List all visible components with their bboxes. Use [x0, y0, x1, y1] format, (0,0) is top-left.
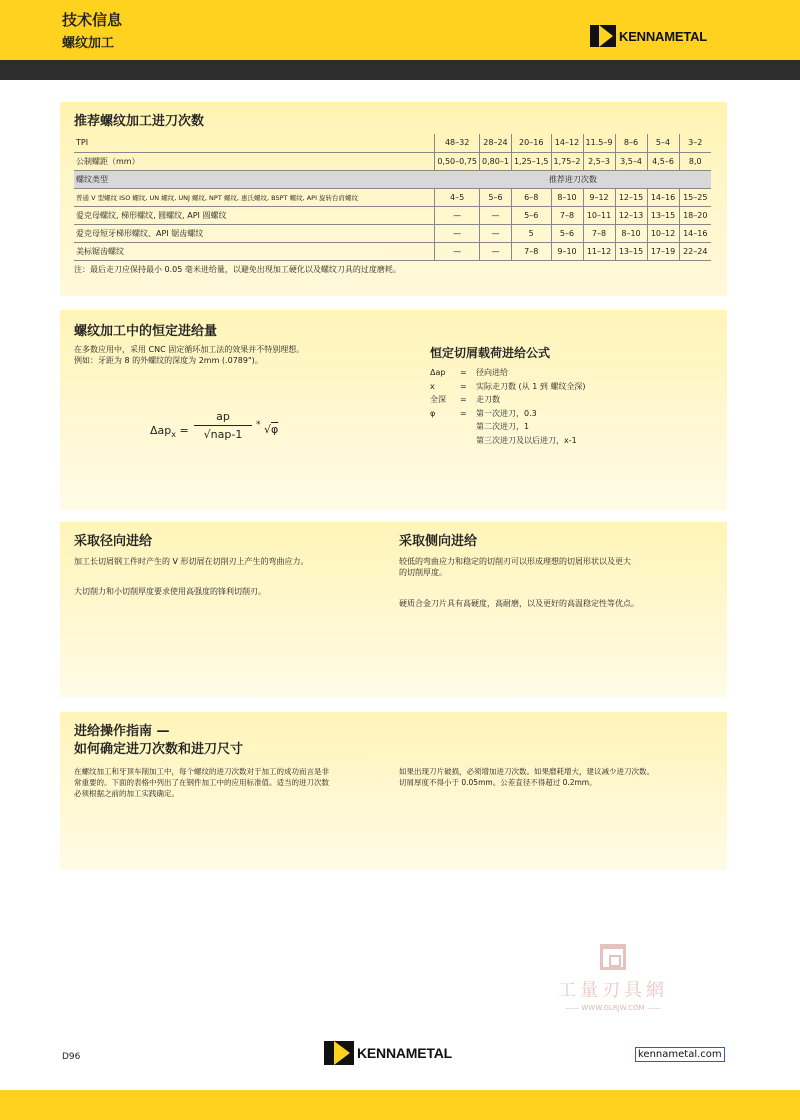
- header-subtitle: 螺纹加工: [62, 36, 115, 51]
- table-cell: 爱克母螺纹, 梯形螺纹, 圆螺纹, API 圆螺纹: [74, 206, 435, 224]
- table-cell: 10–11: [583, 206, 615, 224]
- radial-para2: 大切削力和小切削厚度要求使用高强度的锋利切削刃。: [74, 587, 266, 596]
- table-cell: 4,5–6: [647, 152, 679, 170]
- flank-para1a: 较低的弯曲应力和稳定的切削刃可以形成理想的切屑形状以及更大: [399, 557, 631, 566]
- table-cell: 18–20: [679, 206, 711, 224]
- legend-row: 全深 = 走刀数: [430, 395, 500, 405]
- guide-left-line3: 必须根据之前的加工实践确定。: [74, 789, 179, 798]
- formula-numerator: ap: [194, 410, 252, 426]
- guide-title-line2: 如何确定进刀次数和进刀尺寸: [74, 742, 244, 757]
- feed-formula: [150, 410, 350, 460]
- guide-title-line1: 进给操作指南 —: [74, 724, 170, 739]
- table-cell: 7–8: [583, 224, 615, 242]
- guide-panel: [60, 712, 727, 870]
- table-cell: 8–6: [615, 134, 647, 152]
- header-title: 技术信息: [62, 11, 123, 29]
- formula-fraction: [194, 410, 252, 441]
- constant-feed-para2: 例如：牙距为 8 的外螺纹的深度为 2mm (.0789")。: [74, 356, 263, 365]
- radial-title: 采取径向进给: [74, 534, 153, 549]
- table-cell: 28–24: [479, 134, 511, 152]
- table-cell: 8–10: [615, 224, 647, 242]
- table-cell: 13–15: [647, 206, 679, 224]
- footer-logo: [324, 1041, 452, 1065]
- formula-title: 恒定切屑载荷进给公式: [430, 346, 551, 360]
- legend-row: 第二次进刀，1: [476, 422, 530, 432]
- formula-denominator: √nap-1: [203, 428, 243, 441]
- brand-name: KENNAMETAL: [619, 28, 708, 44]
- website-link[interactable]: kennametal.com: [635, 1047, 725, 1062]
- table-cell: 8–10: [551, 188, 583, 206]
- table-row: [74, 224, 711, 242]
- legend-row: Δap = 径向进给: [430, 368, 508, 378]
- table-cell: 9–10: [551, 242, 583, 260]
- footer-brand-name: KENNAMETAL: [357, 1045, 452, 1061]
- table-cell: 5–6: [479, 188, 511, 206]
- page-number: D96: [62, 1052, 81, 1062]
- table-cell: 1,25–1,5: [511, 152, 551, 170]
- legend-row: x = 实际走刀数 (从 1 到 螺纹全深): [430, 381, 586, 391]
- table-cell: 4–5: [435, 188, 480, 206]
- table-cell: 10–12: [647, 224, 679, 242]
- table-row-tpi: [74, 134, 711, 152]
- table-cell: 7–8: [511, 242, 551, 260]
- table-cell: 推荐进刀次数: [435, 170, 711, 188]
- table-cell: 0,80–1: [479, 152, 511, 170]
- table-cell: 20–16: [511, 134, 551, 152]
- watermark: [538, 944, 688, 1012]
- table-cell: 5: [511, 224, 551, 242]
- constant-feed-para1: 在多数应用中，采用 CNC 固定循环加工法的效果并不特别理想。: [74, 345, 305, 354]
- table-note: 注：最后走刀应保持最小 0.05 毫米进给量，以避免出现加工硬化以及螺纹刀具的过度磨耗。: [74, 265, 401, 274]
- formula-multiply: *: [256, 420, 261, 430]
- infeed-panel: [60, 522, 727, 697]
- table-cell: 5–4: [647, 134, 679, 152]
- watermark-text: 工量刃具網: [558, 980, 668, 1001]
- header-divider: [0, 60, 800, 80]
- flank-para1b: 的切削厚度。: [399, 568, 447, 577]
- constant-feed-panel: [60, 310, 727, 510]
- table-cell: 48–32: [435, 134, 480, 152]
- table-cell: —: [479, 224, 511, 242]
- table-cell: 5–6: [511, 206, 551, 224]
- table-cell: 普通 V 型螺纹 ISO 螺纹, UN 螺纹, UNJ 螺纹, NPT 螺纹, 惠氏螺纹, BSPT 螺纹, API 旋转台肩螺纹: [74, 188, 435, 206]
- guide-right-line2: 切屑厚度不得小于 0.05mm。公差直径不得超过 0.2mm。: [399, 778, 597, 787]
- legend-row: φ = 第一次进刀，0.3: [430, 408, 537, 418]
- table-cell: 14–16: [679, 224, 711, 242]
- table-cell: 11.5–9: [583, 134, 615, 152]
- constant-feed-title: 螺纹加工中的恒定进给量: [74, 324, 218, 339]
- table-cell: 11–12: [583, 242, 615, 260]
- table-cell: 12–15: [615, 188, 647, 206]
- table-cell: —: [435, 242, 480, 260]
- guide-right-line1: 如果出现刀片破损，必须增加进刀次数。如果磨耗增大，建议减少进刀次数。: [399, 767, 654, 776]
- formula-sqrt-phi: √φ: [264, 423, 279, 436]
- table-cell: TPI: [74, 134, 435, 152]
- table-cell: 7–8: [551, 206, 583, 224]
- passes-table-title: 推荐螺纹加工进刀次数: [74, 114, 205, 129]
- table-cell: —: [479, 242, 511, 260]
- guide-left-line1: 在螺纹加工和牙顶车削加工中，每个螺纹的进刀次数对于加工的成功而言是非: [74, 767, 329, 776]
- table-cell: 13–15: [615, 242, 647, 260]
- table-cell: 14–16: [647, 188, 679, 206]
- table-row: [74, 206, 711, 224]
- radial-para1: 加工长切屑钢工件时产生的 V 形切屑在切削刃上产生的弯曲应力。: [74, 557, 309, 566]
- flank-title: 采取侧向进给: [399, 534, 478, 549]
- table-cell: 爱克母短牙梯形螺纹、API 锯齿螺纹: [74, 224, 435, 242]
- table-row: [74, 188, 711, 206]
- k-logo-icon: [590, 25, 616, 47]
- table-cell: 5–6: [551, 224, 583, 242]
- table-cell: 2,5–3: [583, 152, 615, 170]
- table-cell: 8,0: [679, 152, 711, 170]
- table-cell: —: [435, 206, 480, 224]
- table-cell: —: [479, 206, 511, 224]
- table-cell: 0,50–0,75: [435, 152, 480, 170]
- table-cell: —: [435, 224, 480, 242]
- table-cell: 公制螺距（mm）: [74, 152, 435, 170]
- table-cell: 22–24: [679, 242, 711, 260]
- watermark-url: —— WWW.GLRJW.COM ——: [565, 1004, 661, 1012]
- table-cell: 14–12: [551, 134, 583, 152]
- table-cell: 3,5–4: [615, 152, 647, 170]
- formula-lhs: Δap$_x$ =: [150, 424, 189, 440]
- table-cell: 17–19: [647, 242, 679, 260]
- footer-band: [0, 1090, 800, 1120]
- header-band: [0, 0, 800, 60]
- passes-table-panel: [60, 102, 727, 296]
- brand-logo: [590, 25, 707, 47]
- table-cell: 15–25: [679, 188, 711, 206]
- table-cell: 3–2: [679, 134, 711, 152]
- formula-legend: [430, 366, 586, 447]
- table-row-pitch: [74, 152, 711, 170]
- k-logo-icon: [324, 1041, 354, 1065]
- table-cell: 1,75–2: [551, 152, 583, 170]
- table-cell: 6–8: [511, 188, 551, 206]
- legend-row: 第三次进刀及以后进刀，x-1: [476, 435, 577, 445]
- table-cell: 螺纹类型: [74, 170, 435, 188]
- watermark-logo-icon: [600, 944, 626, 970]
- table-row: [74, 242, 711, 260]
- guide-left-line2: 常重要的。下面的表格中列出了在钢件加工中的应用标准值。适当的进刀次数: [74, 778, 329, 787]
- table-cell: 9–12: [583, 188, 615, 206]
- passes-table: [74, 134, 711, 261]
- table-subheader-row: [74, 170, 711, 188]
- table-cell: 美标锯齿螺纹: [74, 242, 435, 260]
- flank-para2: 硬质合金刀片具有高硬度，高耐磨，以及更好的高温稳定性等优点。: [399, 599, 639, 608]
- table-cell: 12–13: [615, 206, 647, 224]
